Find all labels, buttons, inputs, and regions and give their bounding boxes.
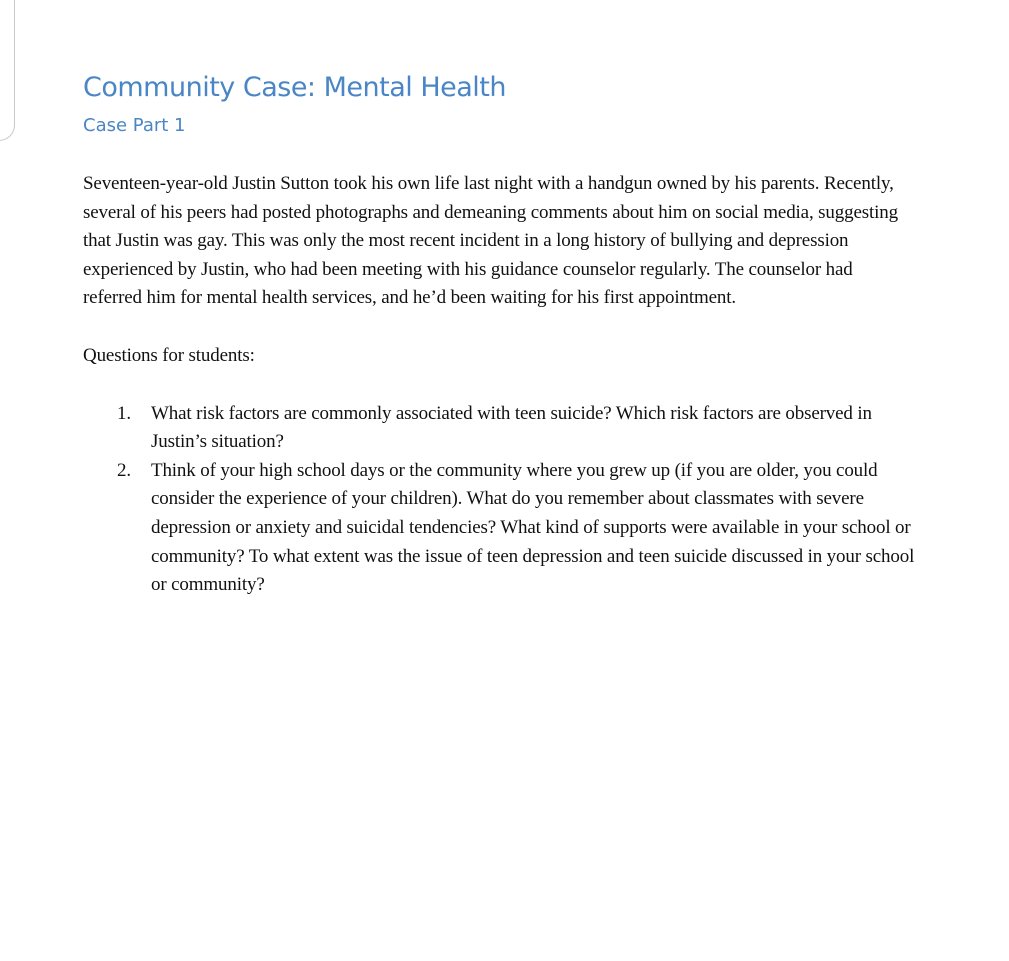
question-1 — [83, 400, 916, 457]
document-page — [83, 70, 923, 600]
case-part-subtitle: Case Part 1 — [83, 115, 186, 136]
question-2-text: Think of your high school days or the community where you grew up (if you are older, you could consider the experience of your children). What do you remember about classmates with severe depression or anxiety and suicidal tendencies? What kind of supports were available in your school or community? To what extent was the issue of teen depression and teen suicide discussed in your school or community? — [151, 459, 915, 596]
question-1-text: What risk factors are commonly associated with teen suicide? Which risk factors are observed in Justin’s situation? — [151, 402, 872, 453]
page-edge — [0, 0, 15, 141]
questions-label: Questions for students: — [83, 344, 255, 366]
case-paragraph: Seventeen-year-old Justin Sutton took his own life last night with a handgun owned by his parents. Recently, several of his peers had posted photographs and demeaning comments about him on social media, suggesting that Justin was gay. This was only the most recent incident in a long history of bullying and depression experienced by Justin, who had been meeting with his guidance counselor regularly. The counselor had referred him for mental health services, and he’d been waiting for his first appointment. — [83, 173, 898, 309]
question-2-number: 2. — [117, 459, 131, 481]
question-1-number: 1. — [117, 402, 131, 424]
questions-list — [83, 400, 923, 600]
document-title: Community Case: Mental Health — [83, 72, 506, 103]
question-2 — [83, 457, 916, 600]
